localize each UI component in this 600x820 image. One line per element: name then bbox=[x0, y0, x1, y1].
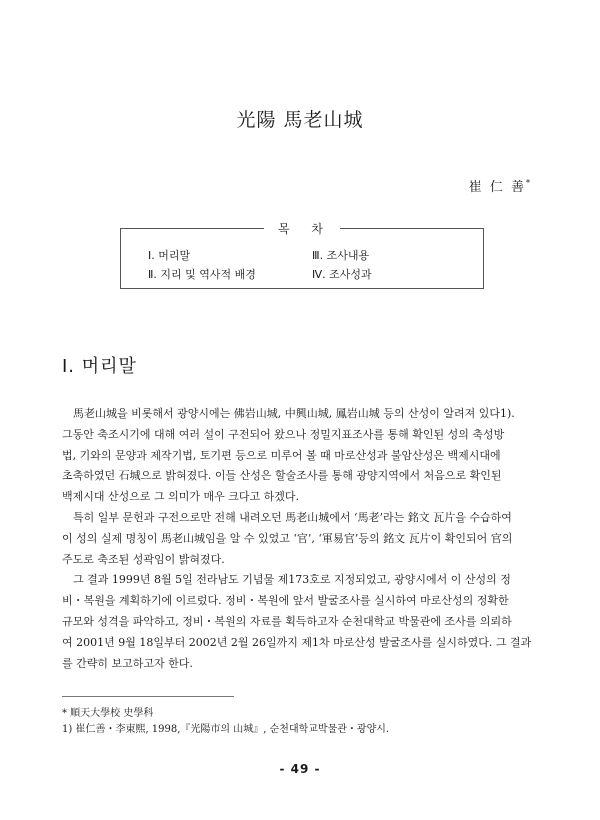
page-number: - 49 - bbox=[279, 762, 321, 776]
footnote-divider bbox=[62, 696, 234, 697]
text-line: 그동안 축조시기에 대해 여러 설이 구전되어 왔으나 정밀지표조사를 통해 확인된 성의 축성방 bbox=[62, 427, 505, 441]
text-line: 이 성의 실제 명칭이 馬老山城임을 알 수 있었고 ‘官’, ‘軍易官’등의 銘文 瓦片이 확인되어 官의 bbox=[62, 531, 513, 545]
toc-item-3: Ⅲ. 조사내용 bbox=[312, 249, 370, 262]
toc-heading: 목 차 bbox=[278, 221, 332, 236]
footnote-affiliation: * 順天大學校 史學科 bbox=[62, 708, 154, 719]
text-line: 여 2001년 9월 18일부터 2002년 2월 26일까지 제1차 마로산성 발굴조사를 실시하였다. 그 결과 bbox=[62, 635, 532, 649]
paper-title: 光陽 馬老山城 bbox=[236, 109, 364, 131]
paragraph-1 bbox=[62, 404, 538, 508]
toc-rule-right bbox=[340, 228, 484, 238]
footnote-reference: 1) 崔仁善・李東熙, 1998,『光陽市의 山城』, 순천대학교박물관・광양시. bbox=[62, 724, 390, 735]
text-line: 특히 일부 문헌과 구전으로만 전해 내려오던 馬老山城에서 ‘馬老’라는 銘文 瓦片을 수습하여 bbox=[73, 510, 512, 524]
text-line: 규모와 성격을 파악하고, 정비・복원의 자료를 획득하고자 순천대학교 박물관에 조사를 의뢰하 bbox=[62, 614, 512, 628]
table-of-contents-header bbox=[120, 219, 484, 237]
author-name-text: 崔 仁 善 bbox=[468, 180, 526, 195]
author-name bbox=[469, 176, 532, 195]
text-line: 주도로 축조된 성곽임이 밝혀졌다. bbox=[62, 552, 225, 566]
text-line: 법, 기와의 문양과 제작기법, 토기편 등으로 미루어 볼 때 마로산성과 불암산성은 백제시대에 bbox=[62, 448, 501, 462]
text-line: 馬老山城을 비롯해서 광양시에는 佛岩山城, 中興山城, 鳳岩山城 등의 산성이 알려져 있다1). bbox=[73, 407, 515, 420]
text-line: 그 결과 1999년 8월 5일 전라남도 기념물 제173호로 지정되었고, 광양시에서 이 산성의 정 bbox=[73, 573, 511, 587]
text-line: 비・복원을 계획하기에 이르렀다. 정비・복원에 앞서 발굴조사를 실시하여 마로산성의 정확한 bbox=[62, 594, 509, 608]
author-footnote-mark: * bbox=[526, 178, 532, 188]
toc-item-2: Ⅱ. 지리 및 역사적 배경 bbox=[148, 268, 256, 281]
text-line: 를 간략히 보고하고자 한다. bbox=[62, 656, 193, 670]
toc-rule-left bbox=[120, 228, 264, 238]
text-line: 백제시대 산성으로 그 의미가 매우 크다고 하겠다. bbox=[62, 490, 299, 504]
section-heading: Ⅰ. 머리말 bbox=[62, 356, 137, 377]
text-line: 초축하였던 石城으로 밝혀졌다. 이들 산성은 할술조사를 통해 광양지역에서 처음으로 확인된 bbox=[62, 469, 502, 483]
toc-item-4: Ⅳ. 조사성과 bbox=[312, 268, 372, 281]
paragraph-2 bbox=[62, 508, 538, 570]
toc-item-1: Ⅰ. 머리말 bbox=[148, 249, 191, 262]
body-text bbox=[62, 404, 538, 674]
paragraph-3 bbox=[62, 570, 538, 674]
